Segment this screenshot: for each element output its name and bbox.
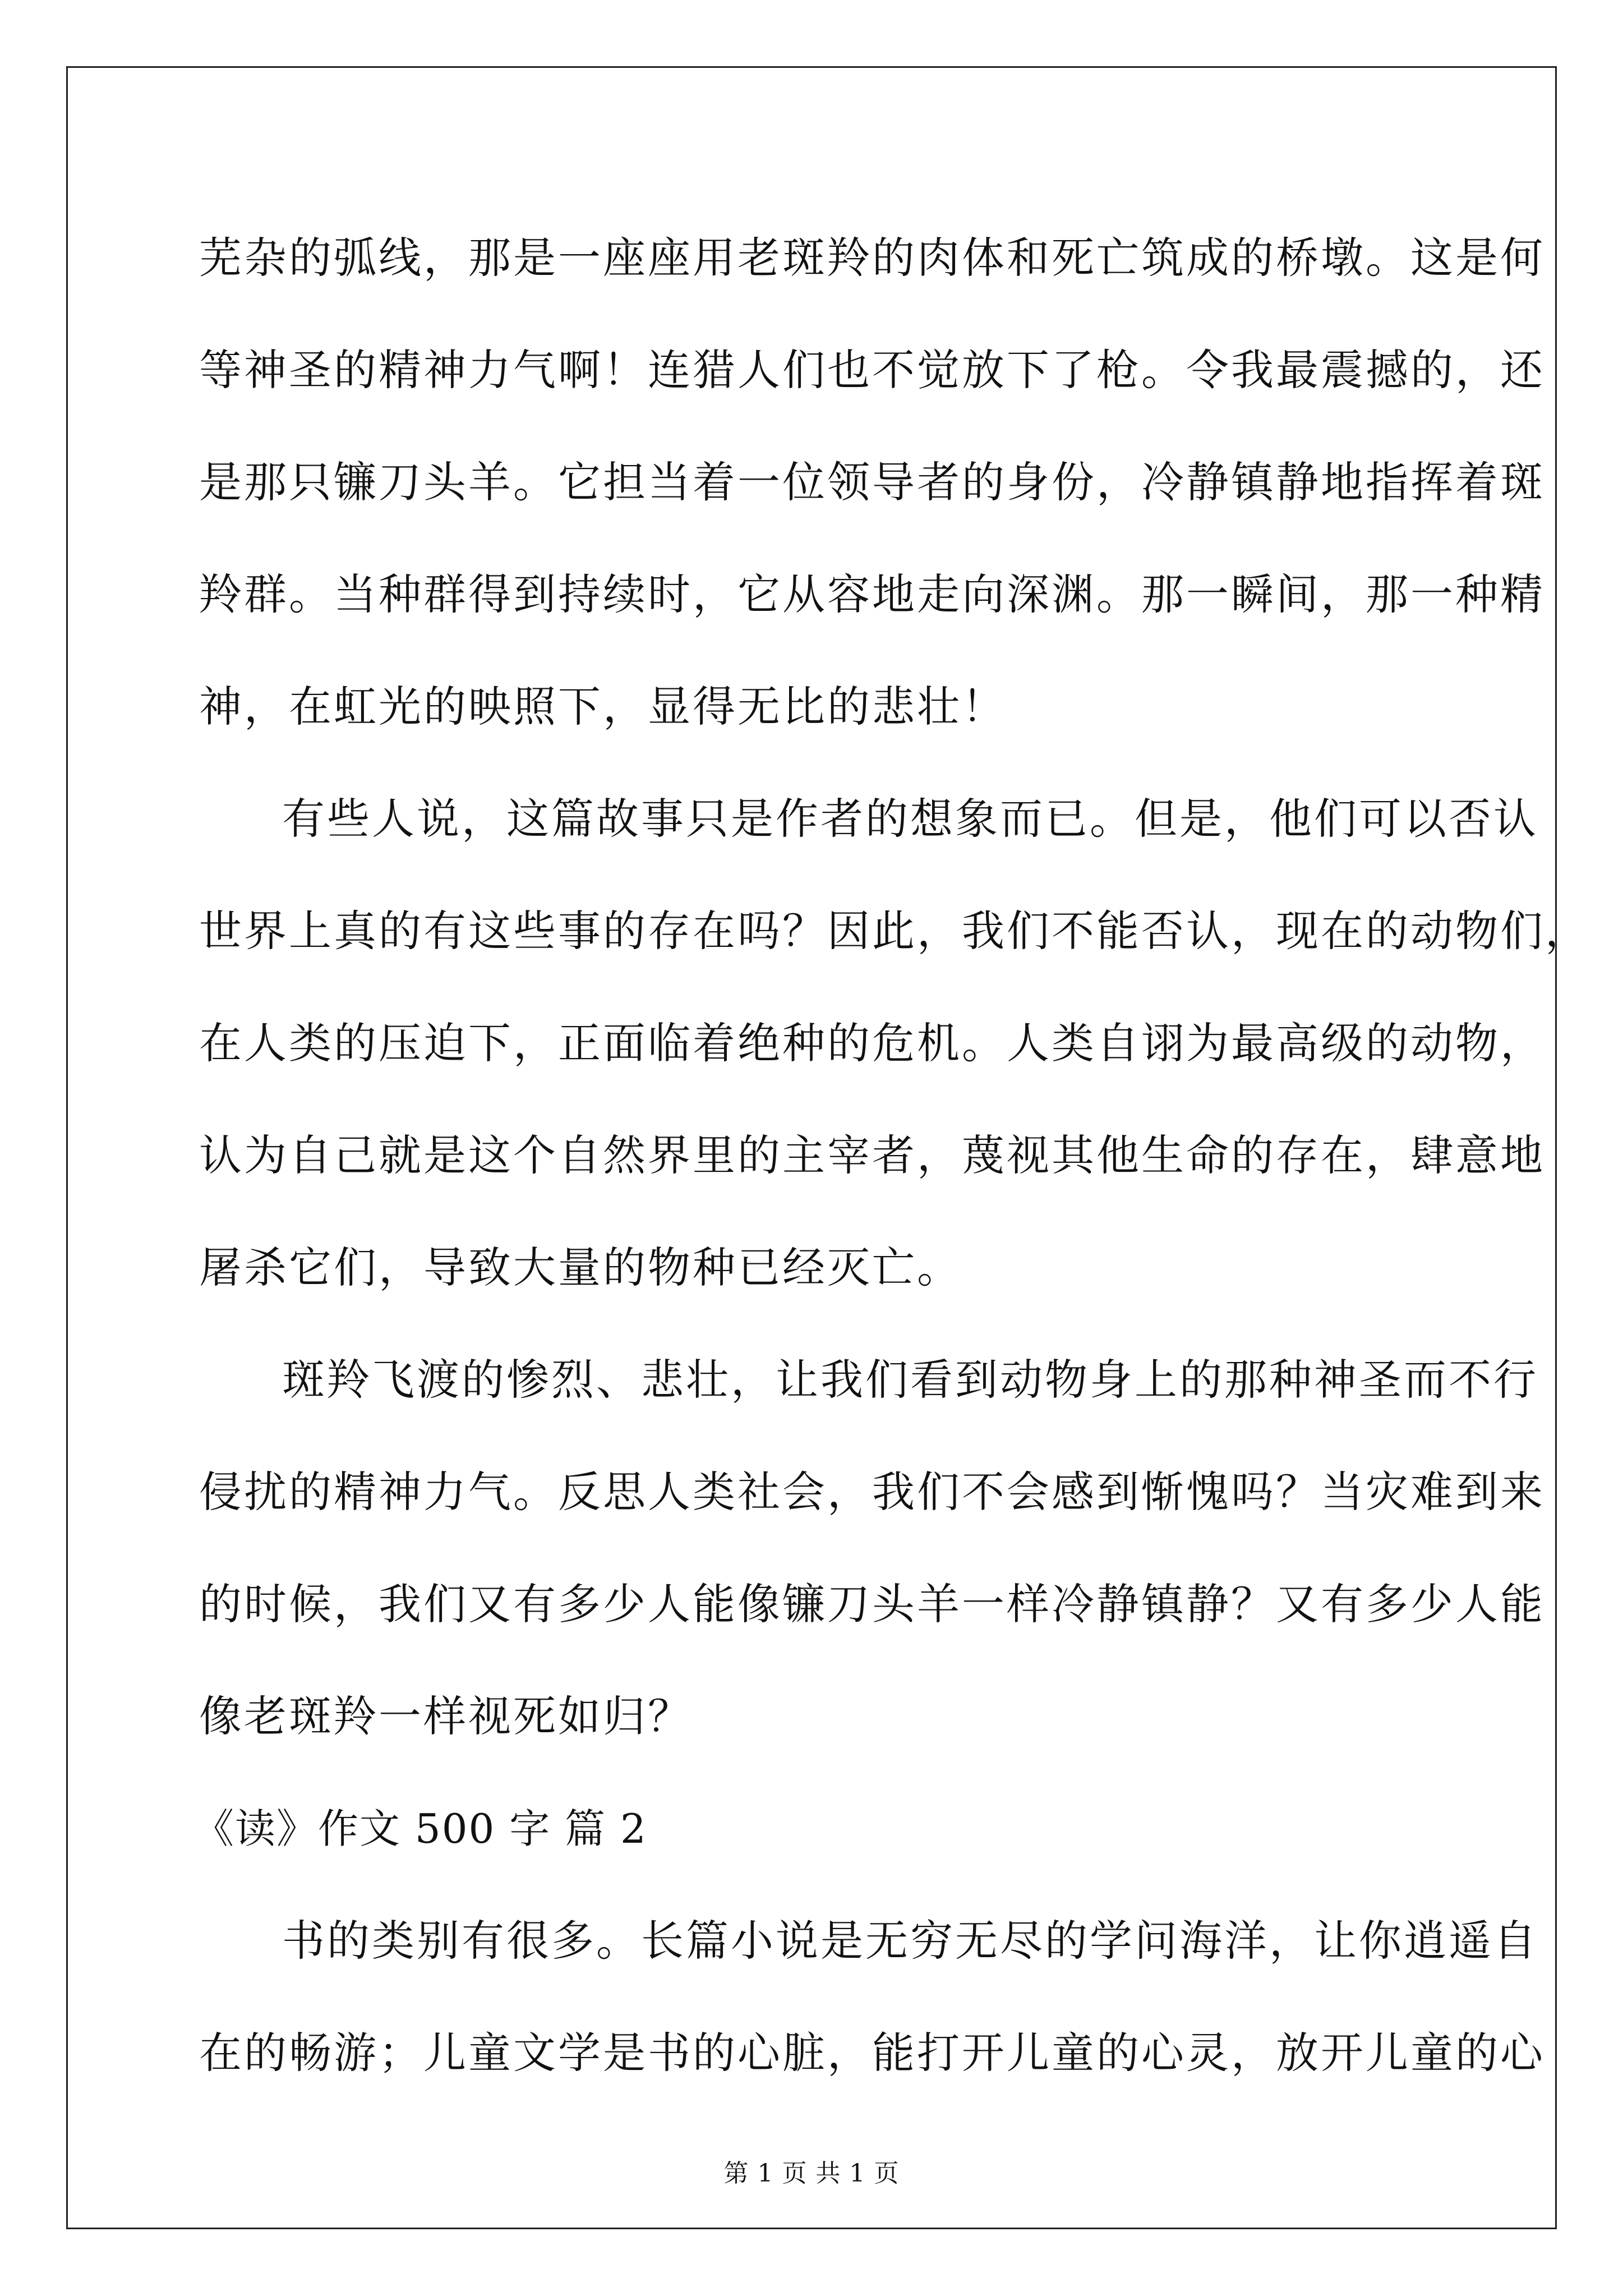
document-body: [193, 202, 1590, 2109]
text-line: 侵扰的精神力气。反思人类社会，我们不会感到惭愧吗？当灾难到来: [199, 1467, 1545, 1517]
page-number-footer: 第 1 页 共 1 页: [723, 2159, 900, 2188]
text-line: 等神圣的精神力气啊！连猎人们也不觉放下了枪。令我最震撼的，还: [199, 345, 1545, 395]
text-line: 芜杂的弧线，那是一座座用老斑羚的肉体和死亡筑成的桥墩。这是何: [199, 233, 1545, 283]
paragraph-start-line: 书的类别有很多。长篇小说是无穷无尽的学问海洋，让你逍遥自: [282, 1916, 1538, 1966]
paragraph-start-line: 有些人说，这篇故事只是作者的想象而已。但是，他们可以否认: [282, 794, 1538, 844]
text-line: 的时候，我们又有多少人能像镰刀头羊一样冷静镇静？又有多少人能: [199, 1579, 1545, 1629]
text-line: 羚群。当种群得到持续时，它从容地走向深渊。那一瞬间，那一种精: [199, 569, 1545, 619]
text-line: 是那只镰刀头羊。它担当着一位领导者的身份，冷静镇静地指挥着斑: [199, 457, 1545, 507]
text-line: 认为自己就是这个自然界里的主宰者，蔑视其他生命的存在，肆意地: [199, 1130, 1545, 1180]
text-line: 在的畅游；儿童文学是书的心脏，能打开儿童的心灵，放开儿童的心: [199, 2028, 1545, 2078]
section-heading: 《读》作文 500 字 篇 2: [193, 1805, 647, 1852]
text-line: 在人类的压迫下，正面临着绝种的危机。人类自诩为最高级的动物，: [199, 1018, 1545, 1068]
text-line: 像老斑羚一样视死如归？: [199, 1691, 693, 1741]
text-line: 世界上真的有这些事的存在吗？因此，我们不能否认，现在的动物们，: [199, 906, 1590, 956]
text-line: 神，在虹光的映照下，显得无比的悲壮！: [199, 682, 1007, 731]
text-line: 屠杀它们，导致大量的物种已经灭亡。: [199, 1243, 962, 1292]
paragraph-start-line: 斑羚飞渡的惨烈、悲壮，让我们看到动物身上的那种神圣而不行: [282, 1355, 1538, 1405]
